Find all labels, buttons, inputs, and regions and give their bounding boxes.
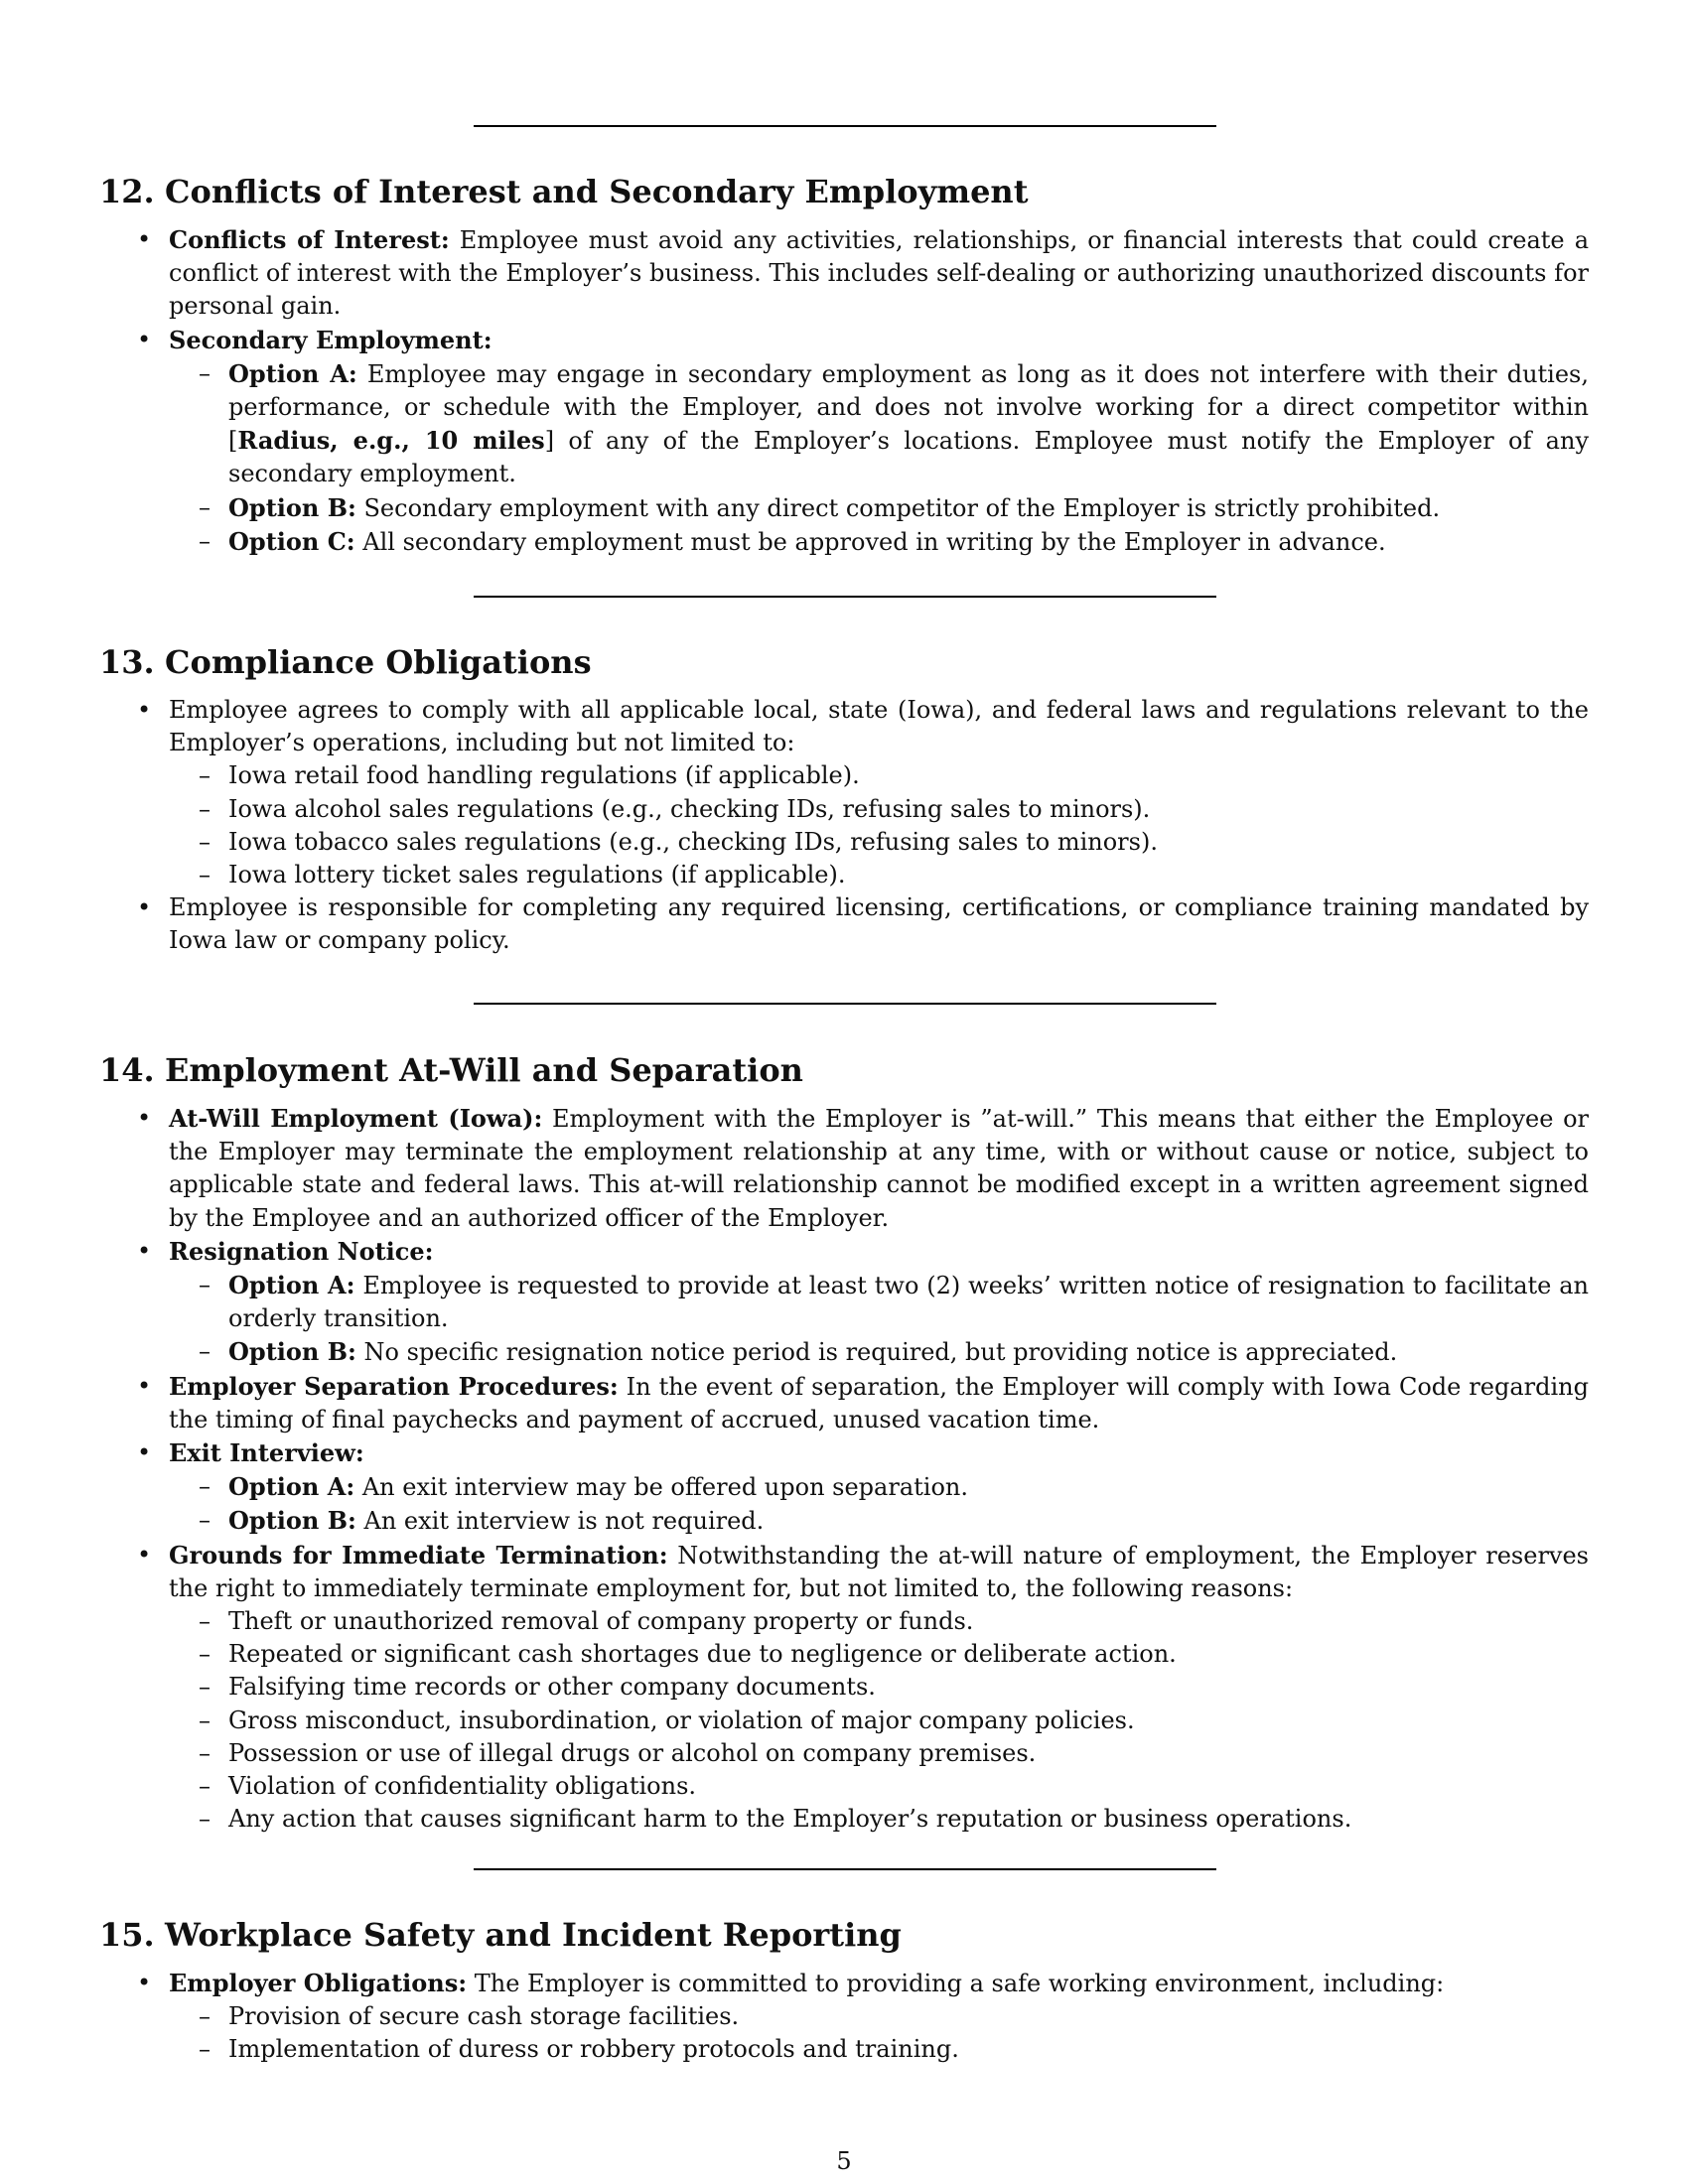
sub-list-item: – Gross misconduct, insubordination, or violation of major company policies. xyxy=(169,1705,1589,1737)
option-label: Option B: xyxy=(228,492,356,522)
sub-list-item xyxy=(169,1504,1589,1538)
section-title: Compliance Obligations xyxy=(165,643,592,681)
section-divider xyxy=(474,596,1216,598)
sub-list-item: – Violation of confidentiality obligations. xyxy=(169,1770,1589,1803)
section-15-list xyxy=(99,1967,1589,2067)
option-label: Option C: xyxy=(228,526,355,556)
sub-list-item xyxy=(169,491,1589,525)
section-divider xyxy=(474,1003,1216,1005)
item-text: Employee agrees to comply with all applicable local, state (Iowa), and federal laws and regulations relevant to the Employer’s operations, including but not limited to: xyxy=(169,696,1589,757)
item-label: At-Will Employment (Iowa): xyxy=(169,1104,543,1133)
sub-list xyxy=(169,1470,1589,1538)
section-13-list xyxy=(99,694,1589,958)
section-title: Employment At-Will and Separation xyxy=(165,1051,803,1089)
list-item xyxy=(99,1539,1589,1837)
sub-list-item: – Possession or use of illegal drugs or alcohol on company premises. xyxy=(169,1737,1589,1770)
sub-list-item xyxy=(169,1335,1589,1369)
sub-list-item: – Theft or unauthorized removal of company property or funds. xyxy=(169,1605,1589,1638)
section-12 xyxy=(99,172,1589,559)
list-item xyxy=(99,891,1589,957)
section-13-heading xyxy=(99,642,1589,682)
section-title: Workplace Safety and Incident Reporting xyxy=(165,1916,902,1954)
list-item xyxy=(99,1436,1589,1539)
sub-list-item: – Repeated or significant cash shortages due to negligence or deliberate action. xyxy=(169,1638,1589,1671)
section-divider xyxy=(474,125,1216,127)
sub-list xyxy=(169,2000,1589,2066)
list-item xyxy=(99,324,1589,559)
section-13 xyxy=(99,642,1589,958)
item-text: Employment with the Employer is ”at-will.” This means that either the Employee or the Employer may terminate the employment relationship at any time, with or without cause or notice, subject to applicable state and federal laws. This at-will relationship cannot be modified except in a written agreement signed by the Employee and an authorized officer of the Employer. xyxy=(169,1105,1589,1232)
sub-list-item: – Iowa alcohol sales regulations (e.g., checking IDs, refusing sales to minors). xyxy=(169,793,1589,826)
sub-list-item xyxy=(169,357,1589,491)
option-label: Option B: xyxy=(228,1337,356,1367)
option-text: An exit interview is not required. xyxy=(355,1507,765,1536)
sub-list-item xyxy=(169,1470,1589,1504)
option-text: All secondary employment must be approved in writing by the Employer in advance. xyxy=(354,527,1386,556)
sub-list-item: – Implementation of duress or robbery protocols and training. xyxy=(169,2033,1589,2066)
option-label: Option B: xyxy=(228,1506,356,1536)
section-14-list xyxy=(99,1102,1589,1836)
sub-list-item: – Iowa tobacco sales regulations (e.g., checking IDs, refusing sales to minors). xyxy=(169,826,1589,859)
sub-list-item: – Iowa lottery ticket sales regulations (if applicable). xyxy=(169,859,1589,891)
option-text: ] of any of the Employer’s locations. Employee must notify the Employer of any secondary employment. xyxy=(228,427,1589,488)
list-item xyxy=(99,1235,1589,1370)
section-14 xyxy=(99,1050,1589,1836)
section-title: Conflicts of Interest and Secondary Employment xyxy=(165,173,1029,210)
section-number: 12. xyxy=(99,173,155,210)
section-number: 15. xyxy=(99,1916,155,1954)
sub-list xyxy=(169,759,1589,891)
item-text: Employee must avoid any activities, relationships, or financial interests that could create a conflict of interest with the Employer’s business. This includes self-dealing or authorizing unauthorized discounts for personal gain. xyxy=(169,226,1590,321)
item-text: Employee is responsible for completing any required licensing, certifications, or compliance training mandated by Iowa law or company policy. xyxy=(169,893,1589,955)
placeholder-text: Radius, e.g., 10 miles xyxy=(237,426,545,456)
option-text: An exit interview may be offered upon separation. xyxy=(354,1473,968,1502)
list-item xyxy=(99,694,1589,891)
section-number: 14. xyxy=(99,1051,155,1089)
sub-list-item xyxy=(169,525,1589,559)
section-15-heading xyxy=(99,1915,1589,1955)
list-item xyxy=(99,1102,1589,1235)
list-item xyxy=(99,223,1589,324)
item-label: Resignation Notice: xyxy=(169,1236,434,1266)
item-label: Employer Separation Procedures: xyxy=(169,1371,619,1401)
option-label: Option A: xyxy=(228,358,357,388)
page-number: 5 xyxy=(836,2147,852,2175)
item-text: The Employer is committed to providing a safe working environment, including: xyxy=(467,1970,1445,1997)
list-item xyxy=(99,1967,1589,2067)
item-label: Secondary Employment: xyxy=(169,325,492,354)
option-text: No specific resignation notice period is required, but providing notice is appreciated. xyxy=(355,1338,1398,1367)
list-item xyxy=(99,1370,1589,1436)
item-label: Grounds for Immediate Termination: xyxy=(169,1540,668,1570)
sub-list xyxy=(169,1605,1589,1836)
sub-list-item: – Falsifying time records or other company documents. xyxy=(169,1671,1589,1704)
section-number: 13. xyxy=(99,643,155,681)
item-label: Conflicts of Interest: xyxy=(169,225,450,254)
option-text: Secondary employment with any direct competitor of the Employer is strictly prohibited. xyxy=(355,493,1441,522)
option-text: Employee is requested to provide at least two (2) weeks’ written notice of resignation to facilitate an orderly transition. xyxy=(228,1272,1590,1333)
section-12-list xyxy=(99,223,1589,559)
section-12-heading xyxy=(99,172,1589,211)
sub-list-item: – Iowa retail food handling regulations (if applicable). xyxy=(169,759,1589,792)
item-label: Employer Obligations: xyxy=(169,1969,468,1997)
sub-list-item: – Provision of secure cash storage facilities. xyxy=(169,2000,1589,2033)
section-14-heading xyxy=(99,1050,1589,1090)
option-label: Option A: xyxy=(228,1472,355,1502)
option-text: Employee may engage in secondary employment as long as it does not interfere with their duties, performance, or schedule with the Employer, and does not involve working for a direct competitor within [ xyxy=(228,359,1589,456)
item-label: Exit Interview: xyxy=(169,1438,364,1468)
option-label: Option A: xyxy=(228,1271,355,1300)
section-15 xyxy=(99,1915,1589,2067)
item-text: Notwithstanding the at-will nature of employment, the Employer reserves the right to immediately terminate employment for, but not limited to, the following reasons: xyxy=(169,1541,1589,1602)
sub-list-item xyxy=(169,1269,1589,1335)
sub-list xyxy=(169,357,1589,559)
sub-list xyxy=(169,1269,1589,1370)
item-text: In the event of separation, the Employer will comply with Iowa Code regarding the timing of final paychecks and payment of accrued, unused vacation time. xyxy=(169,1372,1589,1433)
section-divider xyxy=(474,1868,1216,1870)
sub-list-item: – Any action that causes significant harm to the Employer’s reputation or business operations. xyxy=(169,1803,1589,1836)
